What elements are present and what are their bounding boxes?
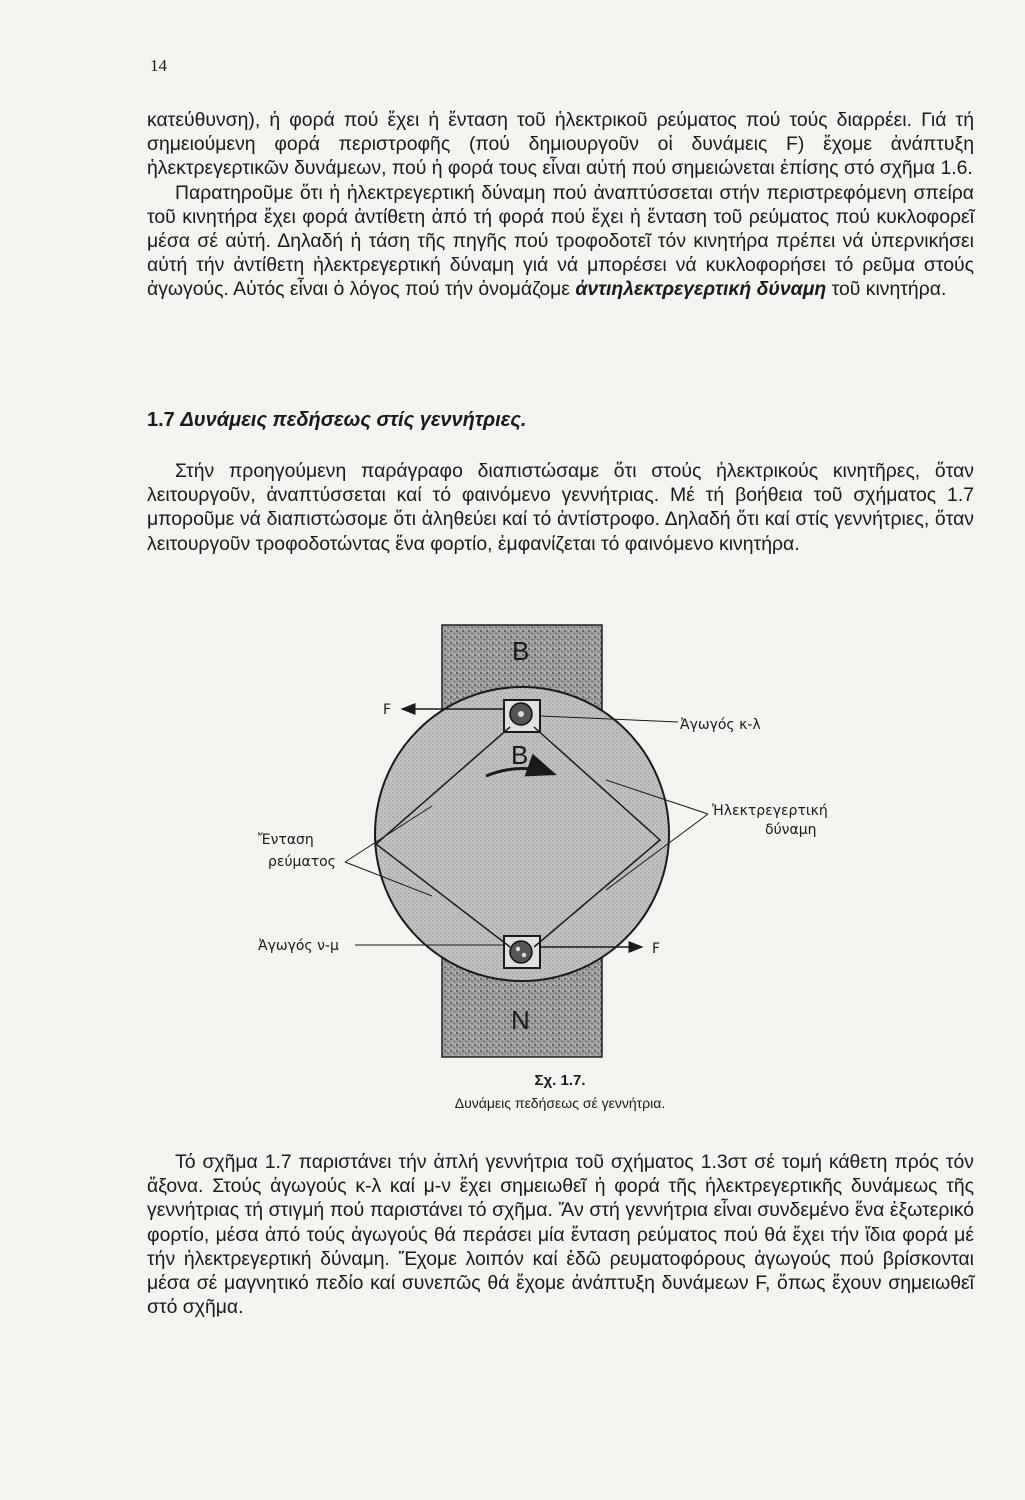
force-label-top: F (383, 702, 392, 718)
pole-bottom-label: N (511, 1005, 530, 1035)
figure-caption-number: Σχ. 1.7. (534, 1072, 586, 1089)
page-number: 14 (150, 56, 167, 75)
section-title: Δυνάμεις πεδήσεως στίς γεννήτριες. (180, 409, 527, 431)
current-label-line2: ρεύματος (268, 854, 336, 870)
paragraph-3: Στήν προηγούμενη παράγραφο διαπιστώσαμε ὅτι στούς ἡλεκτρικούς κινητῆρες, ὅταν λειτουργοῦν, ἀναπτύσσεται καί τό φαινόμενο γεννήτριας. Μέ τή βοήθεια τοῦ σχήματος 1.7 μποροῦμε νά διαπιστώσομε ὅτι ἀληθεύει καί τό ἀντίστροφο. Δηλαδή ὅτι καί στίς γεννήτριες, ὅταν λειτουργοῦν τροφοδοτώντας ἕνα φορτίο, ἐμφανίζεται τό φαινόμενο κινητήρα. (147, 460, 974, 555)
paragraph-1: κατεύθυνση), ἡ φορά πού ἔχει ἡ ἔνταση τοῦ ἡλεκτρικοῦ ρεύματος πού τούς διαρρέει. Γιά τή σημειούμενη φορά περιστροφῆς (πού δημιουργοῦν οἱ δυνάμεις F) ἔχομε ἀνάπτυξη ἡλεκτρεγερτικῶν δυνάμεων, πού ἡ φορά τους εἶναι αὐτή πού σημειώνεται ἐπίσης στό σχῆμα 1.6. (147, 109, 974, 180)
figure-caption-text: Δυνάμεις πεδήσεως σέ γεννήτρια. (454, 1095, 666, 1111)
force-label-bottom: F (652, 941, 661, 957)
emf-label-line1: Ἠλεκτρεγερτική (712, 803, 828, 819)
conductor-top-label: Ἀγωγός κ-λ (680, 717, 761, 733)
emf-label-line2: δύναμη (765, 822, 817, 838)
pole-top-label: B (512, 636, 530, 666)
paragraph-4: Τό σχῆμα 1.7 παριστάνει τήν ἁπλή γεννήτρια τοῦ σχήματος 1.3στ σέ τομή κάθετη πρός τόν ἄξονα. Στούς ἀγωγούς κ-λ καί μ-ν ἔχει σημειωθεῖ ἡ φορά τῆς ἡλεκτρεγερτικῆς δυνάμεως τῆς γεννήτριας τή στιγμή πού παριστάνει τό σχῆμα. Ἄν στή γεννήτρια εἶναι συνδεμένο ἕνα ἐξωτερικό φορτίο, μέσα ἀπό τούς ἀγωγούς θά περάσει μία ἔνταση ρεύματος πού θά ἔχει τήν ἴδια φορά μέ τήν ἡλεκτρεγερτική δύναμη. Ἔχομε λοιπόν καί ἐδῶ ρευματοφόρους ἀγωγούς πού βρίσκονται μέσα σέ μαγνητικό πεδίο καί συνεπῶς θά ἔχομε ἀνάπτυξη δυνάμεων F, ὅπως ἔχουν σημειωθεῖ στό σχῆμα. (147, 1151, 974, 1319)
conductor-bottom (504, 936, 540, 968)
rotor-label: B (511, 740, 529, 770)
current-label-line1: Ἔνταση (258, 832, 314, 848)
paragraph-2-text-a: Παρατηροῦμε ὅτι ἡ ἡλεκτρεγερτική δύναμη πού ἀναπτύσσεται στήν περιστρεφόμενη σπείρα τοῦ κινητήρα ἔχει φορά ἀντίθετη ἀπό τή φορά πού ἔχει ἡ ἔνταση τοῦ ρεύματος πού κυκλοφορεῖ μέσα σέ αὐτή. Δηλαδή ἡ τάση τῆς πηγῆς πού τροφοδοτεῖ τόν κινητήρα πρέπει νά ὑπερνικήσει αὐτή τήν ἀντίθετη ἡλεκτρεγερτική δύναμη γιά νά μπορέσει νά κυκλοφορήσει τό ρεῦμα στούς ἀγωγούς. Αὐτός εἶναι ὁ λόγος πού τήν ὀνομάζομε (147, 181, 974, 301)
conductor-bottom-label: Ἀγωγός ν-μ (258, 938, 339, 954)
section-number: 1.7 (147, 409, 175, 431)
paragraph-2-term: ἀντιηλεκτρεγερτική δύναμη (575, 278, 827, 301)
paragraph-2-text-b: τοῦ κινητήρα. (831, 278, 947, 301)
paragraph-figure-description (147, 1150, 974, 1319)
